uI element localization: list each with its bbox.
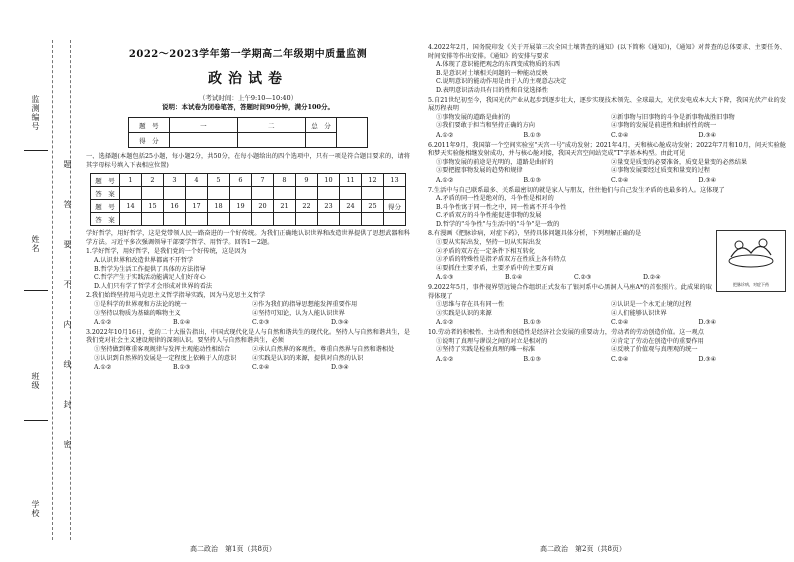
question-block: [86, 364, 410, 373]
option: B.①③: [523, 131, 542, 139]
question-block: [428, 132, 786, 141]
option: ④事物的发展是前进性和曲折性的统一: [611, 122, 717, 130]
label-exam-number: 监测编号: [31, 95, 40, 131]
option: ①说明了真理与谬误之间的对立是相对的: [436, 337, 548, 345]
answer-cell[interactable]: [274, 213, 296, 226]
option: D.③④: [331, 319, 349, 327]
answer-cell[interactable]: [208, 213, 230, 226]
answer-cell[interactable]: [208, 187, 230, 200]
answer-table: [90, 173, 406, 226]
option: C.说明意识的能动作用是由于人的主观意志决定: [436, 78, 567, 86]
option: D.③④: [698, 176, 717, 184]
option: C.②③: [252, 319, 270, 327]
question-number: 1: [120, 174, 142, 187]
option: D.哲学的"斗争性"与生活中的"斗争"是一致的: [436, 220, 560, 228]
question-block: [428, 142, 786, 176]
question-number: 7: [252, 174, 274, 187]
option: ④坚持可知论，认为人能认识世界: [252, 309, 345, 317]
exam-note: 说明：本试卷为闭卷笔答，答题时间90分钟，满分100分。: [161, 103, 335, 111]
section-1-intro: 一、选择题(本题包括25小题，每小题2分，共50分，在每小题给出的四个选项中，只有一项是符合题目要求的，请将其字母标号填入下表相应位置): [86, 153, 410, 169]
questions-left: [86, 230, 410, 373]
option: C.哲学产生于实践活动能满足人们好奇心: [94, 274, 206, 282]
answer-cell[interactable]: [230, 187, 252, 200]
answer-cell[interactable]: [142, 213, 164, 226]
question-number: 得分: [384, 200, 406, 213]
question-number: 8: [274, 174, 296, 187]
option: ④要抓住主要矛盾，主要矛盾中的主要方面: [436, 264, 554, 272]
option: ①是科学的世界观和方法论的统一: [94, 300, 187, 308]
option-row: [86, 310, 410, 319]
question-number: 22: [296, 200, 318, 213]
question-number: 24: [340, 200, 362, 213]
seal-char: 内: [63, 320, 72, 329]
answer-cell[interactable]: [384, 213, 406, 226]
score-cell[interactable]: [337, 118, 368, 148]
score-cell[interactable]: [237, 133, 305, 148]
option: ②承认自然界的客观性，尊重自然界与自然和谐相处: [252, 345, 395, 353]
question-number: 4: [186, 174, 208, 187]
answer-cell[interactable]: [318, 213, 340, 226]
option: ②量变是质变的必要准备，质变是量变的必然结果: [611, 158, 748, 166]
option: A.①③: [436, 274, 454, 282]
score-cell[interactable]: [169, 133, 237, 148]
question-block: [86, 248, 410, 291]
answer-cell[interactable]: [230, 213, 252, 226]
option: ①事物发展的道路是曲折的: [436, 113, 511, 121]
binding-line-inner: [70, 40, 71, 540]
option: B.斗争性寓于同一性之中，同一性离不开斗争性: [436, 203, 567, 211]
option: A.①②: [94, 319, 112, 327]
question-stem: 6.2011年9月，我国第一个空间实验室"天宫一号"成功发射；2021年4月，天和核心舱成功发射；2022年7月和10月，问天实验舱和梦天实验舱相继发射成功，并与核心舱对接，我国天宫空间站完成"T"字基本构型。由此可见: [428, 141, 786, 158]
question-stem: 学好哲学，用好哲学，这是党带领人民一路奋进的一个好传统。为我们正确地认识世界和改造世界提供了思想武器和科学方法。习近平多次强调领导干部要学哲学、用哲学。回答1～2题。: [86, 230, 410, 246]
option: ③认识到自然界的发展是一定程度上依赖于人的意识: [94, 354, 237, 362]
option: ④人们能够认识世界: [611, 309, 667, 317]
option: B.①③: [523, 319, 542, 327]
option: D.②④: [643, 274, 661, 282]
option: ③坚持以物质为基础的唯物主义: [94, 309, 181, 317]
option: C.②④: [611, 131, 629, 139]
option: ④事物发展要经过质变和量变的过程: [611, 167, 710, 175]
option: ②矛盾的双方在一定条件下相互转化: [436, 247, 535, 255]
answer-cell[interactable]: [252, 187, 274, 200]
option: D.人们只有学了哲学才会形成对世界的看法: [94, 282, 213, 290]
option-row: [428, 319, 786, 328]
option: B.①③: [173, 364, 191, 372]
score-header: 二: [237, 118, 305, 133]
option: C.矛盾双方的斗争性能促进事物的发展: [436, 212, 542, 220]
option-row: [428, 167, 786, 176]
answer-cell[interactable]: [362, 187, 384, 200]
question-number: 25: [362, 200, 384, 213]
option-row: [86, 346, 410, 355]
page-1-footer: 高二政治 第1页（共8页）: [190, 545, 276, 553]
option-row: [428, 346, 786, 355]
answer-row-label: 题 号: [91, 174, 120, 187]
page-2: [420, 0, 794, 562]
answer-cell[interactable]: [186, 213, 208, 226]
option: ④实践是认识的来源，提供对自然的认识: [252, 354, 364, 362]
answer-cell[interactable]: [164, 187, 186, 200]
question-stem: 10.劳动者的积极性、主动性和创造性是经济社会发展的重要动力，劳动者的劳动创造价值。这一观点: [428, 329, 704, 336]
question-stem: 9.2022年5月，事件视界望远镜合作组织正式发布了银河系中心黑洞人马座A*的首张照片。此成果的取得体现了: [428, 284, 712, 300]
option-row: [428, 274, 712, 283]
score-table: [128, 117, 368, 148]
blank-line-name: [24, 290, 48, 291]
option: A.①②: [436, 176, 454, 184]
option: B.①③: [523, 355, 542, 363]
answer-cell[interactable]: [120, 187, 142, 200]
answer-cell[interactable]: [120, 213, 142, 226]
question-number: 10: [318, 174, 340, 187]
seal-char: 不: [63, 280, 72, 289]
option: A.①②: [436, 355, 454, 363]
question-block: [86, 292, 410, 318]
blank-line-exam-number: [24, 150, 48, 151]
answer-cell[interactable]: [186, 187, 208, 200]
questions-right: [428, 44, 786, 364]
question-stem: 7.生活中与自己联系最多、关系最密切的就是家人与朋友，往往他们与自己发生矛盾的也最多的人。这体现了: [428, 186, 725, 194]
option: ①思维与存在具有同一性: [436, 301, 505, 309]
option-row: [86, 301, 410, 310]
question-block: [428, 356, 786, 365]
question-stem: 2.我们始终坚持用马克思主义哲学指导实践，因为马克思主义哲学: [86, 292, 266, 300]
option: D.③④: [698, 319, 717, 327]
option: D.表明意识活动具有目的性和自觉选择性: [436, 86, 548, 94]
binding-margin: [0, 0, 80, 562]
option: ②新事物与旧事物的斗争是新事物战胜旧事物: [611, 113, 735, 121]
option: D.③④: [698, 355, 717, 363]
blank-line-class: [24, 420, 48, 421]
option-row: [428, 122, 786, 131]
option: A.认识世界和改造世界都离不开哲学: [94, 256, 194, 264]
answer-row-label: 题 号: [91, 200, 120, 213]
answer-cell[interactable]: [362, 213, 384, 226]
answer-cell[interactable]: [340, 187, 362, 200]
option: ②肯定了劳动在创造中的重要作用: [611, 337, 704, 345]
answer-cell[interactable]: [164, 213, 186, 226]
option-row: [428, 177, 786, 186]
seal-char: 答: [63, 200, 72, 209]
option-row: [428, 338, 786, 347]
option-row: [86, 319, 410, 328]
option: ④反映了价值观与真理观的统一: [611, 346, 698, 354]
question-stem: 8.有漫画《把脉诊病，对症下药》，坚持具体问题具体分析，下列理解正确的是: [428, 230, 642, 238]
question-number: 2: [142, 174, 164, 187]
option: ①要从实际出发，坚持一切从实际出发: [436, 239, 542, 247]
question-stem: 4.2022年2月，国务院印发《关于开展第三次全国土壤普查的通知》(以下简称《通知》)，《通知》对普查的总体要求、主要任务、时间安排等作出安排。《通知》的安排与要求: [428, 44, 786, 60]
page-2-footer: 高二政治 第2页（共8页）: [540, 545, 626, 553]
option: ③实践是认识的来源: [436, 309, 492, 317]
question-stem: 3.2022年10月16日，党的二十大报告指出，中国式现代化是人与自然和谐共生的现代化。坚持人与自然和谐共生，是我们党对社会主义建设规律的深刻认识。要坚持人与自然和谐共生，必须: [86, 328, 410, 345]
option: C.②④: [611, 176, 629, 184]
page-2-content: [428, 43, 786, 364]
option: B.①③: [523, 176, 542, 184]
answer-cell[interactable]: [384, 187, 406, 200]
cartoon-drawing: [717, 231, 785, 275]
score-header: 题 号: [129, 118, 170, 133]
option-row: [86, 364, 410, 373]
label-school: 学校: [31, 500, 40, 518]
label-name: 姓名: [31, 235, 40, 253]
answer-cell[interactable]: [296, 187, 318, 200]
question-block: [86, 230, 410, 247]
score-header: 总 分: [305, 118, 337, 133]
seal-char: 要: [63, 240, 72, 249]
option: A.①②: [94, 364, 112, 372]
option: B.①④: [505, 274, 523, 282]
question-number: 6: [230, 174, 252, 187]
label-class: 班级: [31, 372, 40, 390]
option-row: [428, 356, 786, 365]
question-block: [86, 319, 410, 328]
option: B.①④: [173, 319, 191, 327]
question-number: 16: [164, 200, 186, 213]
option: D.③④: [698, 131, 717, 139]
page-1-content: [86, 45, 410, 373]
option: ①坚持做到尊重客观规律与发挥主观能动性相结合: [94, 345, 231, 353]
binding-line-outer: [52, 40, 53, 540]
answer-cell[interactable]: [340, 213, 362, 226]
answer-cell[interactable]: [296, 213, 318, 226]
option: ③要把握事物发展的趋势和规律: [436, 167, 523, 175]
answer-cell[interactable]: [252, 213, 274, 226]
option-row: [428, 310, 786, 319]
option: ③我们要敢于担当和坚持正确的方向: [436, 122, 535, 130]
option: ③矛盾的特殊性是指矛盾双方在性质上各有特点: [436, 256, 566, 264]
question-block: [428, 97, 786, 131]
question-stem: 5.自21世纪初至今，我国光伏产业从起步到逐步壮大，逐步实现技术领先、全球最大，光伏发电成本大大下降，我国光伏产业的发展历程表明: [428, 96, 786, 113]
cartoon-image: [716, 230, 786, 292]
question-block: [428, 329, 786, 355]
question-number: 5: [208, 174, 230, 187]
option: ①事物发展的前途是光明的，道路是曲折的: [436, 158, 554, 166]
question-number: 15: [142, 200, 164, 213]
option: A.体现了意识能把观念的东西变成物质的东西: [436, 61, 560, 69]
option: C.②④: [611, 319, 629, 327]
question-number: 13: [384, 174, 406, 187]
question-number: 9: [296, 174, 318, 187]
option: C.②④: [611, 355, 629, 363]
exam-time: （考试时间：上午9:10—10:40）: [198, 94, 298, 102]
question-number: 12: [362, 174, 384, 187]
question-block: [86, 329, 410, 363]
seal-char: 封: [63, 400, 72, 409]
answer-row-label: 答 案: [91, 187, 120, 200]
option-row: [428, 132, 786, 141]
option: ③坚持了实践是检验真理的唯一标准: [436, 346, 535, 354]
question-number: 18: [208, 200, 230, 213]
exam-info: [86, 94, 410, 112]
option-row: [86, 355, 410, 364]
option: A.①②: [436, 131, 454, 139]
seal-char: 题: [63, 160, 72, 169]
option: ②认识是一个永无止境的过程: [611, 301, 692, 309]
answer-cell[interactable]: [274, 187, 296, 200]
question-number: 17: [186, 200, 208, 213]
question-number: 21: [274, 200, 296, 213]
option: A.矛盾的同一性是绝对的，斗争性是相对的: [436, 195, 554, 203]
question-block: [428, 319, 786, 328]
answer-cell[interactable]: [142, 187, 164, 200]
question-stem: 1.学好哲学，用好哲学，是我们党的一个好传统，这是因为: [86, 248, 247, 256]
question-number: 3: [164, 174, 186, 187]
question-number: 14: [120, 200, 142, 213]
seal-char: 线: [63, 360, 72, 369]
score-header: 得 分: [129, 133, 170, 148]
exam-title: 2022～2023学年第一学期高二年级期中质量监测: [128, 49, 368, 60]
option: B.哲学为生活工作提供了具体的方法指导: [94, 265, 206, 273]
question-block: [428, 44, 786, 96]
question-number: 11: [340, 174, 362, 187]
answer-row-label: 答 案: [91, 213, 120, 226]
option-row: [428, 301, 786, 310]
option: B.是意识对土壤相关问题的一种能动反映: [436, 69, 548, 77]
cartoon-caption: 把脉诊病，对症下药: [733, 282, 769, 288]
subject-title: 政治试卷: [208, 71, 288, 87]
question-number: 23: [318, 200, 340, 213]
option: ②作为我们的指导思想能发挥重要作用: [252, 300, 358, 308]
question-number: 19: [230, 200, 252, 213]
score-cell[interactable]: [305, 133, 337, 148]
option: D.③④: [331, 364, 349, 372]
option: A.①②: [436, 319, 454, 327]
question-block: [428, 177, 786, 186]
question-number: 20: [252, 200, 274, 213]
score-header: 一: [169, 118, 237, 133]
option: C.②④: [252, 364, 270, 372]
option: C.②③: [574, 274, 592, 282]
answer-cell[interactable]: [318, 187, 340, 200]
seal-char: 密: [63, 440, 72, 449]
question-block: [428, 187, 786, 230]
